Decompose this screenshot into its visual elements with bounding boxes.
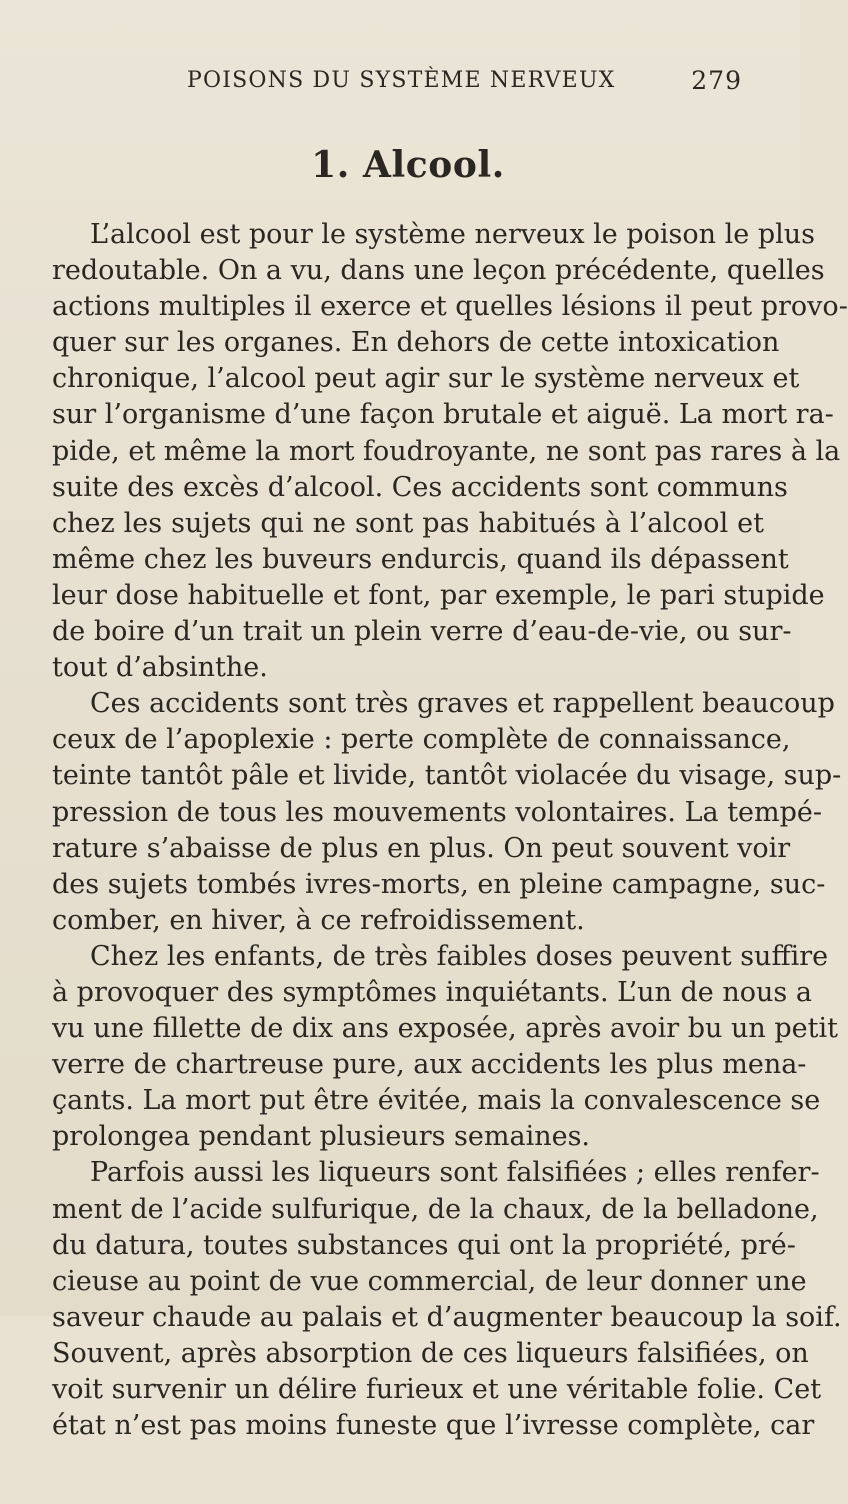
text-line: Souvent, après absorption de ces liqueurs falsifiées, on [52,1337,809,1369]
chapter-title: 1. Alcool. [311,144,505,186]
text-line: voit survenir un délire furieux et une véritable folie. Cet [52,1374,822,1405]
page-number: 279 [691,66,742,95]
page-bottom-margin [52,1444,764,1504]
text-line: leur dose habituelle et font, par exemple, le pari stupide [52,579,825,611]
text-line: actions multiples il exerce et quelles lésions il peut provo- [52,291,848,323]
text-line: comber, en hiver, à ce refroidissement. [52,904,585,936]
text-line: quer sur les organes. En dehors de cette intoxication [52,327,780,359]
text-line: de boire d’un trait un plein verre d’eau-de-vie, ou sur- [52,616,792,648]
text-line: redoutable. On a vu, dans une leçon précédente, quelles [52,255,825,287]
text-line: à provoquer des symptômes inquiétants. L’un de nous a [52,976,812,1008]
text-line: ment de l’acide sulfurique, de la chaux, de la belladone, [52,1193,819,1225]
body-text [52,217,848,1444]
text-line: ceux de l’apoplexie : perte complète de connaissance, [52,724,791,756]
text-line: chronique, l’alcool peut agir sur le système nerveux et [52,363,800,395]
text-line: L’alcool est pour le système nerveux le poison le plus [90,219,815,250]
text-line: des sujets tombés ivres-morts, en pleine campagne, suc- [52,868,826,900]
text-line: pression de tous les mouvements volontaires. La tempé- [52,796,823,828]
text-line: vu une fillette de dix ans exposée, après avoir bu un petit [52,1013,838,1045]
running-head [52,68,764,116]
text-line: Ces accidents sont très graves et rappellent beaucoup [90,688,835,720]
text-line: même chez les buveurs endurcis, quand ils dépassent [52,543,789,575]
section-title: POISONS DU SYSTÈME NERVEUX [187,68,616,93]
text-line: rature s’abaisse de plus en plus. On peut souvent voir [52,832,791,864]
text-line: verre de chartreuse pure, aux accidents les plus mena- [52,1049,807,1081]
text-line: Parfois aussi les liqueurs sont falsifiées ; elles renfer- [90,1157,820,1189]
text-line: cieuse au point de vue commercial, de leur donner une [52,1265,807,1297]
text-line: chez les sujets qui ne sont pas habitués à l’alcool et [52,507,764,539]
chapter-heading [52,144,764,186]
text-line: Chez les enfants, de très faibles doses peuvent suffire [90,940,829,972]
text-line: du datura, toutes substances qui ont la propriété, pré- [52,1229,796,1261]
text-line: çants. La mort put être évitée, mais la convalescence se [52,1085,821,1117]
text-line: tout d’absinthe. [52,652,268,684]
text-line: saveur chaude au palais et d’augmenter beaucoup la soif. [52,1301,842,1333]
text-line: pide, et même la mort foudroyante, ne sont pas rares à la [52,435,841,467]
text-line: état n’est pas moins funeste que l’ivresse complète, car [52,1410,815,1442]
text-line: sur l’organisme d’une façon brutale et aiguë. La mort ra- [52,399,834,431]
text-line: prolongea pendant plusieurs semaines. [52,1121,591,1153]
text-line: suite des excès d’alcool. Ces accidents sont communs [52,471,788,503]
text-line: teinte tantôt pâle et livide, tantôt violacée du visage, sup- [52,760,842,792]
